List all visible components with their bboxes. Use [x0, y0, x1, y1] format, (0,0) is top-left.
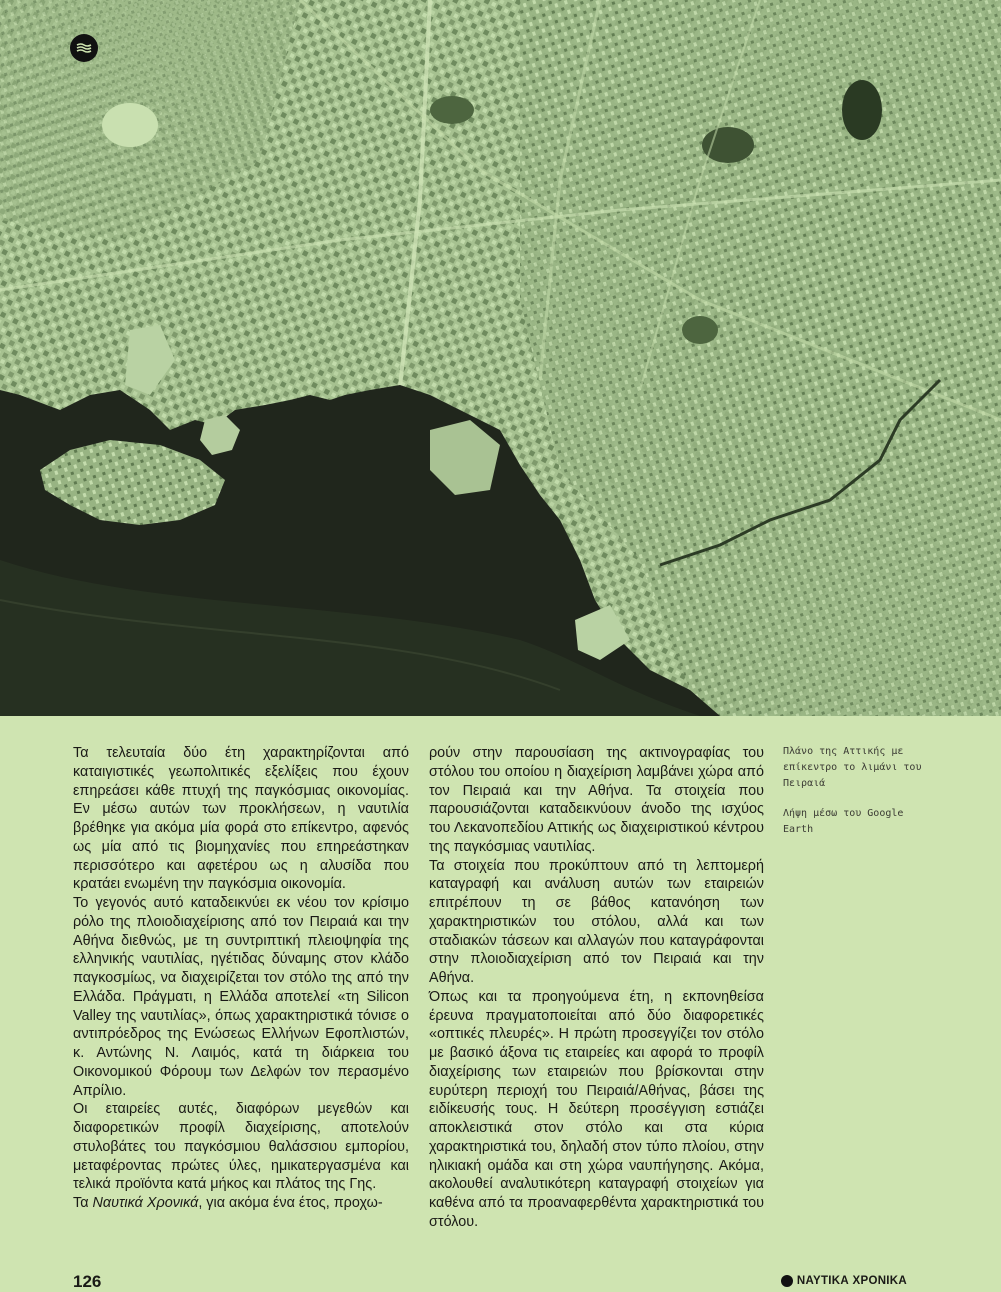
- paragraph: Το γεγονός αυτό καταδεικνύει εκ νέου τον κρίσιμο ρόλο της πλοιοδιαχείρισης από τον Πειραιά και την Αθήνα διεθνώς, με τη συντριπτική πλειοψηφία της ελληνικής ναυτιλίας, ηγέτιδας δύναμης στον κλάδο παγκοσμίως, να διαχειρίζεται τον στόλο της από την Ελλάδα. Πράγματι, η Ελλάδα αποτελεί «τη Silicon Valley της ναυτιλίας», όπως χαρακτηριστικά τόνισε ο αντιπρόεδρος της Ενώσεως Ελλήνων Εφοπλιστών, κ. Αντώνης Ν. Λαιμός, κατά τη διάρκεια του Οικονομικού Φόρουμ των Δελφών τον περασμένο Απρίλιο.: [73, 895, 409, 1099]
- paragraph: Τα Ναυτικά Χρονικά, για ακόμα ένα έτος, προχω-: [73, 1195, 383, 1211]
- article-column-1: [73, 744, 409, 1213]
- paragraph: Όπως και τα προηγούμενα έτη, η εκπονηθείσα έρευνα πραγματοποιείται από δύο διαφορετικές «οπτικές πλευρές». Η πρώτη προσεγγίζει τον στόλο με βασικό άξονα τις εταιρείες και αφορά το προφίλ διαχείρισης των εταιρειών που βρίσκονται στην ευρύτερη περιοχή του Πειραιά/Αθήνας, βάσει της ειδίκευσής τους. Η δεύτερη προσέγγιση εστιάζει αποκλειστικά στον στόλο και στα κύρια χαρακτηριστικά του, δηλαδή στον τύπο πλοίου, στην ηλικιακή ομάδα και στη χώρα ναυπήγησης. Ακόμα, ακολουθεί αναλυτικότερη καταγραφή στοιχείων για καθένα από τα προαναφερθέντα χαρακτηριστικά του στόλου.: [429, 988, 764, 1230]
- page-number: 126: [73, 1272, 102, 1291]
- paragraph: Τα στοιχεία που προκύπτουν από τη λεπτομερή καταγραφή και ανάλυση αυτών των εταιρειών επιτρέπουν τη σε βάθος κατανόηση των χαρακτηριστικών του στόλου, αλλά και των σταδιακών τάσεων και αλλαγών που καταγράφονται στην πλοιοδιαχείριση από τον Πειραιά και την Αθήνα.: [429, 857, 764, 986]
- paragraph: Οι εταιρείες αυτές, διαφόρων μεγεθών και διαφορετικών προφίλ διαχείρισης, αποτελούν στυλοβάτες του παγκόσμιου θαλάσσιου εμπορίου, μεταφέροντας πρώτες ύλες, ημικατεργασμένα και τελικά προϊόντα κατά μήκος και πλάτος της Γης.: [73, 1101, 409, 1193]
- magazine-footer: [781, 1275, 907, 1287]
- paragraph: ρούν στην παρουσίαση της ακτινογραφίας του στόλου του οποίου η διαχείριση λαμβάνει χώρα από τον Πειραιά και την Αθήνα. Τα στοιχεία που παρουσιάζονται καταδεικνύουν άνοδο της ισχύος του Λεκανοπεδίου Αττικής ως διαχειριστικού κέντρου της παγκόσμιας ναυτιλίας.: [429, 745, 764, 855]
- waves-icon: [781, 1275, 793, 1287]
- waves-icon: [70, 34, 98, 62]
- magazine-title-italic: Ναυτικά Χρονικά: [92, 1195, 199, 1211]
- caption-description: Πλάνο της Αττικής με επίκεντρο το λιμάνι του Πειραιά: [783, 746, 922, 789]
- caption-credit: Λήψη μέσω του Google Earth: [783, 808, 904, 835]
- article-column-2: [429, 744, 764, 1232]
- image-caption: [783, 744, 923, 852]
- magazine-name: ΝΑΥΤΙΚΑ ΧΡΟΝΙΚΑ: [796, 1275, 907, 1287]
- paragraph: Τα τελευταία δύο έτη χαρακτηρίζονται από καταιγιστικές γεωπολιτικές εξελίξεις που έχουν επηρεάσει κάθε πτυχή της παγκόσμιας οικονομίας. Εν μέσω αυτών των προκλήσεων, η ναυτιλία βρέθηκε για ακόμα μία φορά στο επίκεντρο, αφενός ως μία από τις βιομηχανίες που επηρεάστηκαν περισσότερο και αφετέρου ως η αλυσίδα που κρατάει ενωμένη την παγκόσμια οικονομία.: [73, 745, 409, 893]
